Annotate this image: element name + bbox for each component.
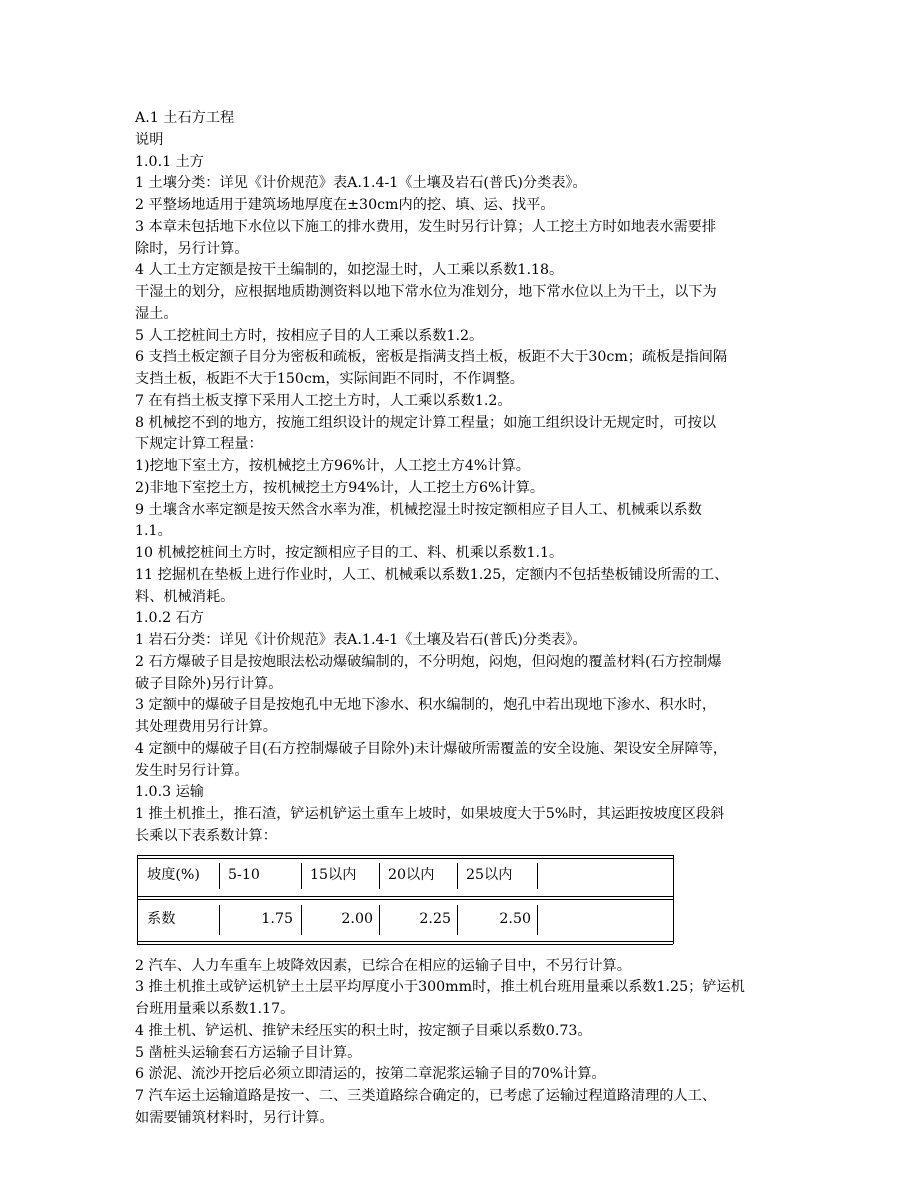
document-body xyxy=(135,108,795,1130)
text-line: 1 推土机推土，推石渣，铲运机铲运土重车上坡时，如果坡度大于5%时，其运距按坡度区段斜 xyxy=(135,806,725,822)
text-line: 1 土壤分类：详见《计价规范》表A.1.4-1《土壤及岩石(普氏)分类表》。 xyxy=(135,175,587,192)
text-line: 台班用量乘以系数1.17。 xyxy=(135,1001,295,1017)
subsection-heading: 1.0.3 运输 xyxy=(135,784,204,801)
text-line: 4 人工土方定额是按干土编制的，如挖湿土时，人工乘以系数1.18。 xyxy=(135,262,564,279)
text-line: 7 在有挡土板支撑下采用人工挖土方时，人工乘以系数1.2。 xyxy=(135,392,512,409)
text-line: 发生时另行计算。 xyxy=(135,762,249,779)
text-line: 7 汽车运土运输道路是按一、二、三类道路综合确定的，已考虑了运输过程道路清理的人工、 xyxy=(135,1088,717,1104)
text-line: 长乘以下表系数计算： xyxy=(135,827,277,844)
subsection-heading: 1.0.2 石方 xyxy=(135,610,204,627)
slope-coefficient-table xyxy=(135,848,795,956)
text-line: 1.1。 xyxy=(135,523,172,540)
text-line: 支挡土板，板距不大于150cm，实际间距不同时，不作调整。 xyxy=(135,371,524,387)
text-line: 4 推土机、铲运机、推铲未经压实的积土时，按定额子目乘以系数0.73。 xyxy=(135,1022,592,1039)
text-line: 3 定额中的爆破子目是按炮孔中无地下渗水、积水编制的，炮孔中若出现地下渗水、积水时， xyxy=(135,697,717,714)
table-header-cell: 坡度(%) xyxy=(147,866,200,883)
text-line: 1 岩石分类：详见《计价规范》表A.1.4-1《土壤及岩石(普氏)分类表》。 xyxy=(135,632,587,648)
text-line: 下规定计算工程量： xyxy=(135,436,263,453)
table-cell: 2.00 xyxy=(341,910,373,927)
text-line: 2 汽车、人力车重车上坡降效因素，已综合在相应的运输子目中，不另行计算。 xyxy=(135,957,631,974)
subheading: 说明 xyxy=(135,131,164,148)
table-cell: 1.75 xyxy=(261,910,293,927)
text-line: 6 淤泥、流沙开挖后必须立即清运的，按第二章泥浆运输子目的70%计算。 xyxy=(135,1066,606,1083)
text-line: 2 平整场地适用于建筑场地厚度在±30cm内的挖、填、运、找平。 xyxy=(135,197,555,213)
section-title: A.1 土石方工程 xyxy=(135,110,235,126)
table-cell: 2.50 xyxy=(499,910,531,927)
text-line: 6 支挡土板定额子目分为密板和疏板，密板是指满支挡土板，板距不大于30cm；疏板是指间隔 xyxy=(135,349,728,366)
text-line: 除时，另行计算。 xyxy=(135,240,249,257)
table-cell: 2.25 xyxy=(419,910,451,927)
text-line: 其处理费用另行计算。 xyxy=(135,719,277,735)
text-line: 料、机械消耗。 xyxy=(135,588,235,605)
text-line: 湿土。 xyxy=(135,305,178,322)
text-line: 11 挖掘机在垫板上进行作业时，人工、机械乘以系数1.25，定额内不包括垫板铺设所需的工、 xyxy=(135,566,729,583)
text-line: 干湿土的划分，应根据地质勘测资料以地下常水位为准划分，地下常水位以上为干土，以下为 xyxy=(135,284,717,300)
text-line: 5 人工挖桩间土方时，按相应子目的人工乘以系数1.2。 xyxy=(135,327,484,344)
table-header-cell: 20以内 xyxy=(388,866,435,883)
table-header-cell: 25以内 xyxy=(466,866,513,883)
table-header-cell: 15以内 xyxy=(310,866,357,883)
text-line: 10 机械挖桩间土方时，按定额相应子目的工、料、机乘以系数1.1。 xyxy=(135,545,564,561)
text-line: 8 机械挖不到的地方，按施工组织设计的规定计算工程量；如施工组织设计无规定时，可按以 xyxy=(135,414,717,431)
text-line: 破子目除外)另行计算。 xyxy=(135,675,283,692)
text-line: 3 推土机推土或铲运机铲土土层平均厚度小于300mm时，推土机台班用量乘以系数1.25；铲运机 xyxy=(135,979,745,996)
text-line: 4 定额中的爆破子目(石方控制爆破子目除外)未计爆破所需覆盖的安全设施、架设安全屏障等， xyxy=(135,740,728,757)
text-line: 2 石方爆破子目是按炮眼法松动爆破编制的，不分明炮，闷炮，但闷炮的覆盖材料(石方控制爆 xyxy=(135,653,722,670)
text-line: 5 凿桩头运输套石方运输子目计算。 xyxy=(135,1044,362,1061)
text-line: 如需要铺筑材料时，另行计算。 xyxy=(135,1109,334,1126)
text-line: 2)非地下室挖土方，按机械挖土方94%计，人工挖土方6%计算。 xyxy=(135,479,545,496)
subsection-heading: 1.0.1 土方 xyxy=(135,153,204,170)
text-line: 1)挖地下室土方，按机械挖土方96%计，人工挖土方4%计算。 xyxy=(135,458,530,474)
table-row-label: 系数 xyxy=(147,910,176,927)
table-header-cell: 5-10 xyxy=(228,866,260,883)
text-line: 3 本章未包括地下水位以下施工的排水费用，发生时另行计算；人工挖土方时如地表水需要排 xyxy=(135,218,717,235)
text-line: 9 土壤含水率定额是按天然含水率为准，机械挖湿土时按定额相应子目人工、机械乘以系数 xyxy=(135,501,702,518)
